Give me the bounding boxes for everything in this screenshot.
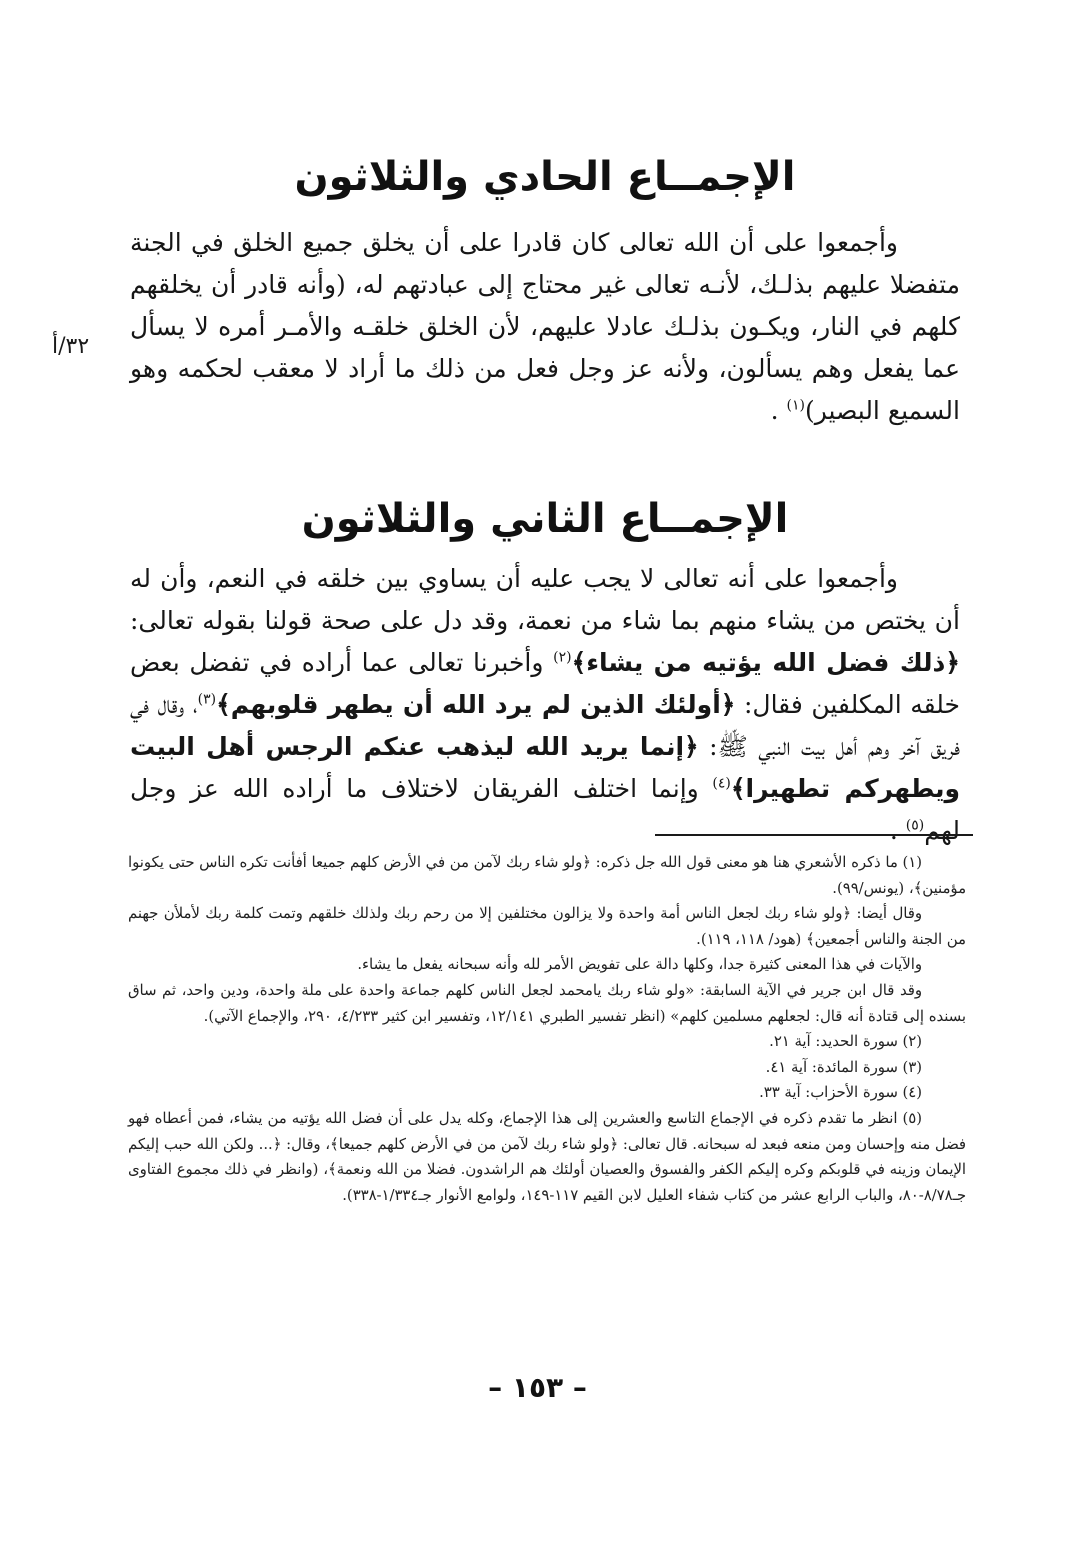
- text-run: وأجمعوا على أنه تعالى لا يجب عليه أن يساوي بين خلقه في النعم، وأن له أن يختص من يشاء منهم بما شاء من نعمة، وقد دل على صحة قولنا بقوله تعالى:: [130, 564, 960, 635]
- section-31-paragraph: [130, 222, 960, 432]
- footnote-1-cont-a: وقال أيضا: ﴿ولو شاء ربك لجعل الناس أمة واحدة ولا يزالون مختلفين إلا من رحم ربك ولذلك خلقهم وتمت كلمة ربك لأملأن جهنم من الجنة والناس أجمعين﴾ (هود/ ١١٨، ١١٩).: [128, 905, 966, 948]
- footnote-1: (١) ما ذكره الأشعري هنا هو معنى قول الله جل ذكره: ﴿ولو شاء ربك لآمن من في الأرض كلهم جميعا أفأنت تكره الناس حتى يكونوا مؤمنين﴾، (يونس/٩٩).: [128, 854, 966, 897]
- footnote-separator: [655, 834, 973, 836]
- section-32-paragraph: [130, 558, 960, 852]
- quran-quote: ﴿أولئك الذين لم يرد الله أن يطهر قلوبهم﴾: [216, 690, 736, 719]
- section-title-31: الإجمــاع الحادي والثلاثون: [294, 153, 796, 200]
- quran-quote: ﴿إنما يريد الله ليذهب عنكم الرجس أهل البيت ويطهركم تطهيرا﴾: [130, 732, 960, 803]
- footnote-5: (٥) انظر ما تقدم ذكره في الإجماع التاسع والعشرين إلى هذا الإجماع، وكله يدل على أن فضل الله يؤتيه من يشاء، فمن أعطاه فهو فضل منه وإحسان ومن منعه فبعد له سبحانه. قال تعالى: ﴿ولو شاء ربك لآمن من في الأرض كلهم جميعا﴾، وقال: ﴿... ولكن الله حبب إليكم الإيمان وزينه في قلوبكم وكره إليكم الكفر والفسوق والعصيان أولئك هم الراشدون. فضلا من الله ونعمة﴾، (وانظر في ذلك مجموع الفتاوى جـ٨/٧٨-٨٠، والباب الرابع عشر من كتاب شفاء العليل لابن القيم ١١٧-١٤٩، ولوامع الأنوار جـ١/٣٣٤-٣٣٨).: [128, 1109, 966, 1204]
- section-31-body: [130, 222, 960, 432]
- footnote-marker: (٤): [712, 775, 731, 792]
- text-run: وأخبرنا تعالى عما أراده في تفضل بعض خلقه المكلفين فقال:: [130, 648, 961, 719]
- footnote-2: (٢) سورة الحديد: آية ٢١.: [769, 1033, 922, 1051]
- text-run: .: [770, 396, 787, 425]
- text-run: وإنما اختلف الفريقان لاختلاف ما أراده الله عز وجل لهم: [130, 774, 960, 845]
- page-number: – ١٥٣ –: [488, 1371, 587, 1404]
- text-run: ، وقال في فريق آخر وهم أهل بيت النبي ﷺ:: [130, 690, 960, 761]
- footnote-marker: (٥): [905, 817, 925, 834]
- footnote-4: (٤) سورة الأحزاب: آية ٣٣.: [759, 1084, 922, 1102]
- footnote-3: (٣) سورة المائدة: آية ٤١.: [765, 1058, 922, 1076]
- manuscript-folio-marker: ٣٢/أ: [52, 334, 90, 359]
- section-title-32: الإجمــاع الثاني والثلاثون: [301, 495, 789, 542]
- footnote-marker: (١): [786, 397, 805, 414]
- quran-quote: ﴿ذلك فضل الله يؤتيه من يشاء﴾: [571, 648, 960, 677]
- text-run: وأجمعوا على أن الله تعالى كان قادرا على أن يخلق جميع الخلق في الجنة متفضلا عليهم بذلـك، لأنـه تعالى غير محتاج إلى عبادتهم له، (وأنه قادر أن يخلقهم كلهم في النار، ويكـون بذلـك عادلا عليهم، لأن الخلق خلقـه والأمـر أمره لا يسأل عما يفعل وهم يسألون، ولأنه عز وجل فعل من ذلك ما أراد لا معقب لحكمه وهو السميع البصير): [130, 228, 960, 425]
- footnotes: [128, 850, 966, 1208]
- footnote-1-cont-b: والآيات في هذا المعنى كثيرة جدا، وكلها دالة على تفويض الأمر لله وأنه سبحانه يفعل ما يشاء.: [357, 956, 922, 974]
- footnote-marker: (٣): [197, 691, 217, 708]
- footnote-marker: (٢): [553, 649, 572, 666]
- section-32-body: [130, 558, 960, 852]
- footnote-1-cont-c: وقد قال ابن جرير في الآية السابقة: «ولو شاء ربك يامحمد لجعل الناس كلهم جماعة واحدة على ملة واحدة، ودين واحد، ثم ساق بسنده إلى قتادة أنه قال: لجعلهم مسلمين كلهم» (انظر تفسير الطبري ١٢/١٤١، وتفسير ابن كثير ٤/٢٣٣، ٢٩٠، والإجماع الآتي).: [128, 981, 966, 1025]
- text-run: .: [889, 816, 906, 845]
